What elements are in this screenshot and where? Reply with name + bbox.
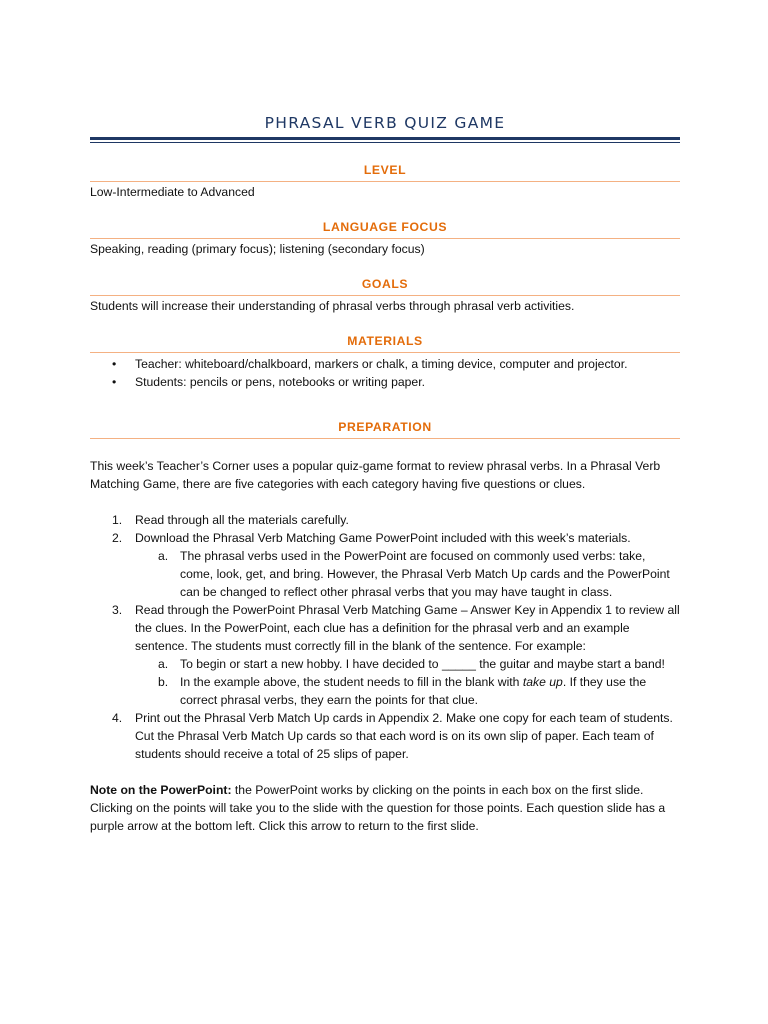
step-item [90, 529, 680, 601]
substep-letter: a. [158, 657, 169, 671]
preparation-intro: This week’s Teacher’s Corner uses a popular quiz-game format to review phrasal verbs. In a Phrasal Verb Matching Game, there are five categories with each category having five questions or clues. [90, 459, 661, 491]
substep-text-before: In the example above, the student needs to fill in the blank with [180, 675, 523, 689]
substep-letter: a. [158, 549, 169, 563]
language-focus-text: Speaking, reading (primary focus); listening (secondary focus) [90, 242, 425, 256]
section-heading-language-focus: LANGUAGE FOCUS [90, 219, 680, 239]
materials-item-text: Students: pencils or pens, notebooks or writing paper. [135, 375, 425, 389]
step-item [90, 511, 680, 529]
substeps [135, 547, 680, 601]
step-number: 1. [112, 513, 123, 527]
bullet-icon: • [112, 375, 117, 389]
step-number: 2. [112, 531, 123, 545]
step-text: Read through all the materials carefully. [135, 513, 349, 527]
substep-emphasis: take up [522, 675, 563, 689]
substep-item [135, 547, 680, 601]
step-text: Read through the PowerPoint Phrasal Verb Matching Game – Answer Key in Appendix 1 to review all the clues. In the PowerPoint, each clue has a definition for the phrasal verb and an example sentence. The students must correctly fill in the blank of the sentence. For example: [135, 603, 680, 653]
materials-item-students [90, 373, 680, 391]
note-text: the PowerPoint works by clicking on the points in each box on the first slide. Clicking on the points will take you to the slide with the question for those points. Each question slide has a purple arrow at the bottom left. Click this arrow to return to the first slide. [90, 783, 666, 833]
substep-item [135, 655, 680, 673]
document-title: PHRASAL VERB QUIZ GAME [264, 114, 506, 132]
document-page [90, 0, 680, 835]
materials-list-wrapper [90, 355, 680, 401]
step-number: 4. [112, 711, 123, 725]
step-item [90, 601, 680, 709]
section-heading-preparation: PREPARATION [90, 419, 680, 439]
step-text: Download the Phrasal Verb Matching Game PowerPoint included with this week’s materials. [135, 531, 631, 545]
goals-text: Students will increase their understanding of phrasal verbs through phrasal verb activities. [90, 299, 575, 313]
substep-item [135, 673, 680, 709]
step-number: 3. [112, 603, 123, 617]
materials-list [90, 355, 680, 391]
note-label: Note on the PowerPoint: [90, 783, 232, 797]
substep-text: The phrasal verbs used in the PowerPoint are focused on commonly used verbs: take, come, look, get, and bring. However, the Phrasal Verb Match Up cards and the PowerPoint can be changed to reflect other phrasal verbs that you may have taught in class. [180, 549, 670, 599]
substep-letter: b. [158, 675, 169, 689]
section-heading-materials: MATERIALS [90, 333, 680, 353]
materials-item-text: Teacher: whiteboard/chalkboard, markers or chalk, a timing device, computer and projector. [135, 357, 628, 371]
section-heading-level: LEVEL [90, 162, 680, 182]
level-text: Low-Intermediate to Advanced [90, 185, 255, 199]
substep-text: To begin or start a new hobby. I have decided to _____ the guitar and maybe start a band! [180, 657, 665, 671]
substeps [135, 655, 680, 709]
powerpoint-note [90, 781, 680, 835]
bullet-icon: • [112, 357, 117, 371]
section-heading-goals: GOALS [90, 276, 680, 296]
title-double-rule [90, 137, 680, 140]
materials-item-teacher [90, 355, 680, 373]
preparation-steps [90, 511, 680, 763]
step-text: Print out the Phrasal Verb Match Up cards in Appendix 2. Make one copy for each team of students. Cut the Phrasal Verb Match Up cards so that each word is on its own slip of paper. Each team of students should receive a total of 25 slips of paper. [135, 711, 673, 761]
step-item [90, 709, 680, 763]
substep-text-after: . If they use the correct phrasal verbs, they earn the points for that clue. [180, 675, 647, 707]
